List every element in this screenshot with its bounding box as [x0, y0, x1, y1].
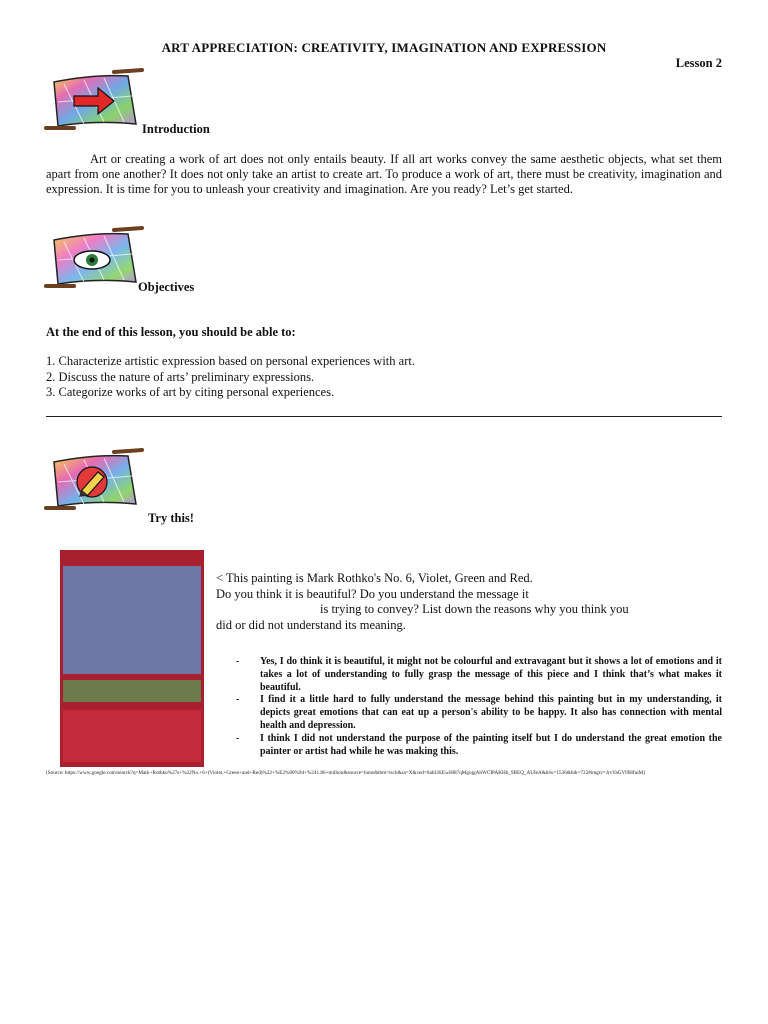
rothko-painting-image — [60, 550, 204, 767]
prompt-line: < This painting is Mark Rothko's No. 6, Violet, Green and Red. — [216, 571, 533, 585]
introduction-heading: Introduction — [142, 122, 210, 136]
bullet-dash: - — [236, 694, 240, 706]
prompt-line: Do you think it is beautiful? Do you understand the message it — [216, 586, 529, 601]
introduction-body: Art or creating a work of art does not only entails beauty. If all art works convey the same aesthetic objects, what set them apart from one another? It does not only take an artist to create art. To produce a work of art, there must be creativity, imagination and expression. It is time for you to unleash your creativity and imagination. Are you ready? Let’s get started. — [46, 152, 722, 196]
objectives-list — [46, 354, 415, 401]
objectives-lead: At the end of this lesson, you should be able to: — [46, 325, 296, 339]
try-this-heading: Try this! — [148, 511, 194, 525]
page-title: ART APPRECIATION: CREATIVITY, IMAGINATION AND EXPRESSION — [161, 40, 607, 55]
section-divider — [46, 416, 722, 417]
bullet-dash: - — [236, 656, 240, 667]
lesson-label: Lesson 2 — [675, 56, 722, 70]
painting-green-band — [63, 680, 201, 702]
answers-list — [236, 656, 722, 758]
objective-item: 2. Discuss the nature of arts’ preliminary expressions. — [46, 369, 315, 384]
try-this-prompt — [216, 571, 696, 633]
image-source-citation: (Source: https://www.google.com/search?q=Mark+Rothko%27s+%22No.+6+(Violet,+Green+and+Red)%22+%E2%80%94+%241.86+million&source=lnms&tbm=isch&sa=X&ved=0ahUKEwiH87qMgojgAhWCIPAKHb_9BEQ_AUIeA&biw=1536&bih=722#imgrc=JrvVaGVl9HfuiM) — [46, 770, 646, 776]
objectives-heading: Objectives — [138, 280, 195, 294]
bullet-dash: - — [236, 732, 240, 744]
painting-red-band — [63, 710, 201, 762]
prompt-line: did or did not understand its meaning. — [216, 617, 406, 632]
answer-item: - I think I did not understand the purpose of the painting itself but I do understand the great emotion the painter or artist had while he was making this. — [236, 732, 722, 757]
objective-item: 3. Categorize works of art by citing personal experiences. — [46, 385, 335, 399]
eye-icon — [44, 226, 144, 292]
arrow-icon — [44, 68, 144, 134]
answer-item: - Yes, I do think it is beautiful, it might not be colourful and extravagant but it shows a lot of emotions and it takes a lot of understanding to fully grasp the message of this piece and I think that’s what makes it beautiful. — [236, 656, 722, 693]
pencil-icon — [44, 448, 144, 514]
prompt-line: is trying to convey? List down the reasons why you think you — [320, 602, 629, 616]
objective-item: 1. Characterize artistic expression based on personal experiences with art. — [46, 354, 415, 368]
painting-violet-band — [63, 566, 201, 674]
answer-item: - I find it a little hard to fully understand the message behind this painting but in my understanding, it depicts great emotions that can eat up a person's ability to be happy. It also has connection with mental health and depression. — [236, 694, 722, 731]
